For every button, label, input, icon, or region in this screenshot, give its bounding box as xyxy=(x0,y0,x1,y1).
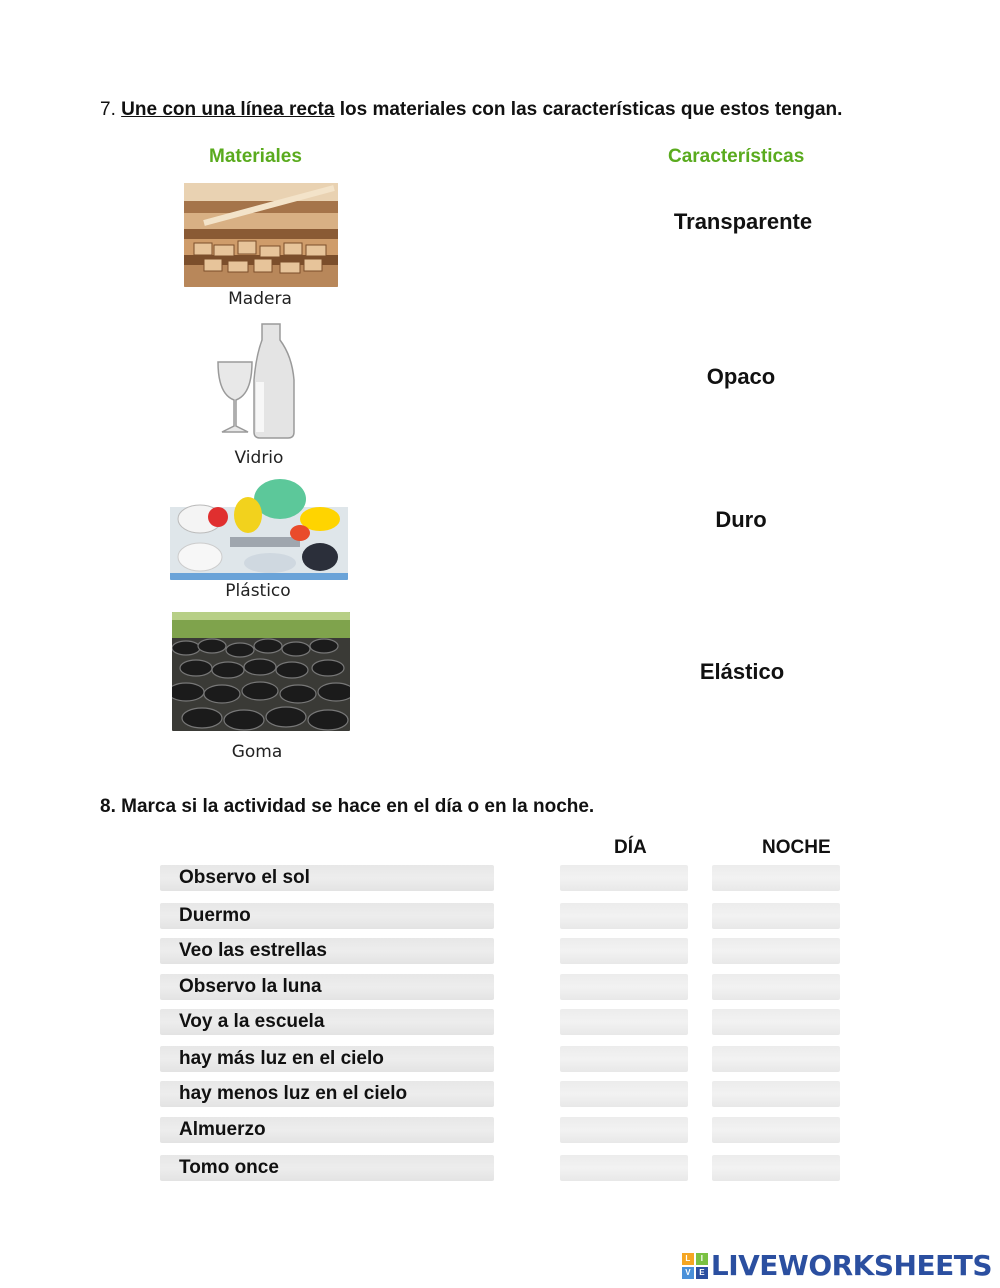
question-7-title xyxy=(100,99,842,121)
logo-letter: I xyxy=(696,1253,708,1265)
activity-row-label xyxy=(160,903,494,929)
night-answer-box[interactable] xyxy=(712,1081,840,1107)
activity-row-label xyxy=(160,938,494,964)
material-label-goma: Goma xyxy=(231,742,283,762)
night-answer-box[interactable] xyxy=(712,974,840,1000)
night-answer-box[interactable] xyxy=(712,938,840,964)
activity-row-label xyxy=(160,1155,494,1181)
activity-label: Observo la luna xyxy=(179,976,322,997)
activity-label: hay más luz en el cielo xyxy=(179,1048,384,1069)
materials-header: Materiales xyxy=(209,146,302,167)
question-7-number: 7. xyxy=(100,99,116,120)
material-label-vidrio: Vidrio xyxy=(234,448,284,468)
night-answer-box[interactable] xyxy=(712,865,840,891)
characteristic-transparente[interactable]: Transparente xyxy=(673,209,813,234)
activity-label: hay menos luz en el cielo xyxy=(179,1083,408,1104)
night-answer-box[interactable] xyxy=(712,1155,840,1181)
day-answer-box[interactable] xyxy=(560,1046,688,1072)
glass-image[interactable] xyxy=(212,322,296,440)
liveworksheets-logo xyxy=(682,1249,992,1282)
material-label-plastico: Plástico xyxy=(225,581,291,601)
characteristic-opaco[interactable]: Opaco xyxy=(706,364,776,389)
logo-letter: E xyxy=(696,1267,708,1279)
plastic-image[interactable] xyxy=(170,479,348,580)
question-7-instruction-rest: los materiales con las características que estos tengan. xyxy=(334,99,843,120)
activity-row-label xyxy=(160,974,494,1000)
activity-label: Observo el sol xyxy=(179,867,310,888)
activity-label: Veo las estrellas xyxy=(179,940,327,961)
logo-mark-icon xyxy=(682,1253,708,1279)
night-answer-box[interactable] xyxy=(712,1009,840,1035)
activity-row-label xyxy=(160,865,494,891)
activity-row-label xyxy=(160,1117,494,1143)
logo-letter: L xyxy=(682,1253,694,1265)
night-answer-box[interactable] xyxy=(712,903,840,929)
characteristic-elastico[interactable]: Elástico xyxy=(699,659,785,684)
question-7-instruction-emphasis: Une con una línea recta xyxy=(121,99,335,120)
activity-row-label xyxy=(160,1009,494,1035)
column-header-dia: DÍA xyxy=(614,837,647,858)
day-answer-box[interactable] xyxy=(560,938,688,964)
plastic-items-picture xyxy=(170,479,348,580)
day-answer-box[interactable] xyxy=(560,1117,688,1143)
activity-label: Almuerzo xyxy=(179,1119,266,1140)
activity-row-label xyxy=(160,1046,494,1072)
characteristics-header: Características xyxy=(668,146,805,167)
logo-text: LIVEWORKSHEETS xyxy=(710,1249,992,1282)
column-header-noche: NOCHE xyxy=(762,837,831,858)
logo-letter: V xyxy=(682,1267,694,1279)
wood-image[interactable] xyxy=(184,183,338,287)
activity-row-label xyxy=(160,1081,494,1107)
day-answer-box[interactable] xyxy=(560,1009,688,1035)
tire-pile-picture xyxy=(172,612,350,731)
activity-label: Tomo once xyxy=(179,1157,279,1178)
day-answer-box[interactable] xyxy=(560,1081,688,1107)
day-answer-box[interactable] xyxy=(560,903,688,929)
day-answer-box[interactable] xyxy=(560,865,688,891)
characteristic-duro[interactable]: Duro xyxy=(715,507,767,532)
night-answer-box[interactable] xyxy=(712,1046,840,1072)
day-answer-box[interactable] xyxy=(560,974,688,1000)
rubber-image[interactable] xyxy=(172,612,350,731)
activity-label: Voy a la escuela xyxy=(179,1011,325,1032)
day-answer-box[interactable] xyxy=(560,1155,688,1181)
activity-label: Duermo xyxy=(179,905,251,926)
material-label-madera: Madera xyxy=(228,289,292,309)
night-answer-box[interactable] xyxy=(712,1117,840,1143)
wood-planks-picture xyxy=(184,183,338,287)
glass-bottle-picture xyxy=(212,322,296,440)
question-8-title: 8. Marca si la actividad se hace en el día o en la noche. xyxy=(100,796,595,817)
